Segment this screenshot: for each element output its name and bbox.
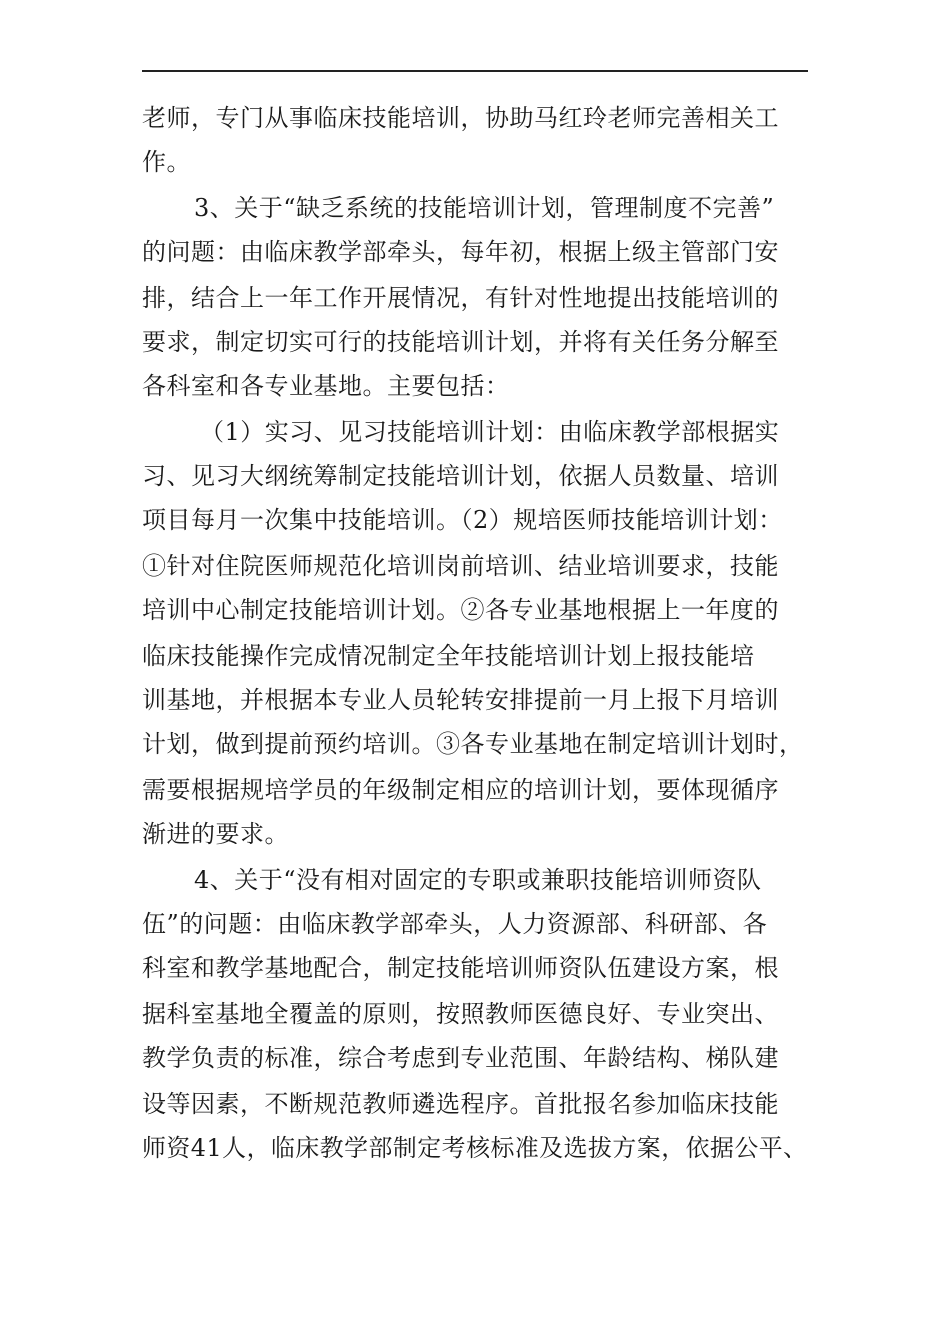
text-line: 3、关于“缺乏系统的技能培训计划，管理制度不完善” [194, 194, 775, 222]
text-line: （1）实习、见习技能培训计划：由临床教学部根据实 [200, 418, 780, 446]
text-line: 排，结合上一年工作开展情况，有针对性地提出技能培训的 [142, 284, 779, 312]
text-line: 师资41人，临床教学部制定考核标准及选拔方案，依据公平、 [142, 1134, 808, 1162]
text-line: 计划，做到提前预约培训。③各专业基地在制定培训计划时， [142, 730, 804, 758]
text-line: 设等因素，不断规范教师遴选程序。首批报名参加临床技能 [142, 1090, 779, 1118]
text-line: 作。 [142, 148, 191, 176]
text-line: 据科室基地全覆盖的原则，按照教师医德良好、专业突出、 [142, 1000, 779, 1028]
text-line: 习、见习大纲统筹制定技能培训计划，依据人员数量、培训 [142, 462, 779, 490]
text-line: 科室和教学基地配合，制定技能培训师资队伍建设方案，根 [142, 954, 779, 982]
text-line: 需要根据规培学员的年级制定相应的培训计划，要体现循序 [142, 776, 779, 804]
text-line: ①针对住院医师规范化培训岗前培训、结业培训要求，技能 [142, 552, 779, 580]
text-line: 临床技能操作完成情况制定全年技能培训计划上报技能培 [142, 642, 755, 670]
header-rule [142, 70, 808, 72]
text-line: 渐进的要求。 [142, 820, 289, 848]
text-line: 要求，制定切实可行的技能培训计划，并将有关任务分解至 [142, 328, 779, 356]
text-line: 伍”的问题：由临床教学部牵头，人力资源部、科研部、各 [142, 910, 768, 938]
text-line: 各科室和各专业基地。主要包括： [142, 372, 510, 400]
text-line: 训基地，并根据本专业人员轮转安排提前一月上报下月培训 [142, 686, 779, 714]
text-line: 的问题：由临床教学部牵头，每年初，根据上级主管部门安 [142, 238, 779, 266]
text-line: 项目每月一次集中技能培训。（2）规培医师技能培训计划： [142, 506, 783, 534]
text-line: 4、关于“没有相对固定的专职或兼职技能培训师资队 [194, 866, 762, 894]
text-line: 老师，专门从事临床技能培训，协助马红玲老师完善相关工 [142, 104, 779, 132]
text-line: 教学负责的标准，综合考虑到专业范围、年龄结构、梯队建 [142, 1044, 779, 1072]
text-line: 培训中心制定技能培训计划。②各专业基地根据上一年度的 [142, 596, 779, 624]
